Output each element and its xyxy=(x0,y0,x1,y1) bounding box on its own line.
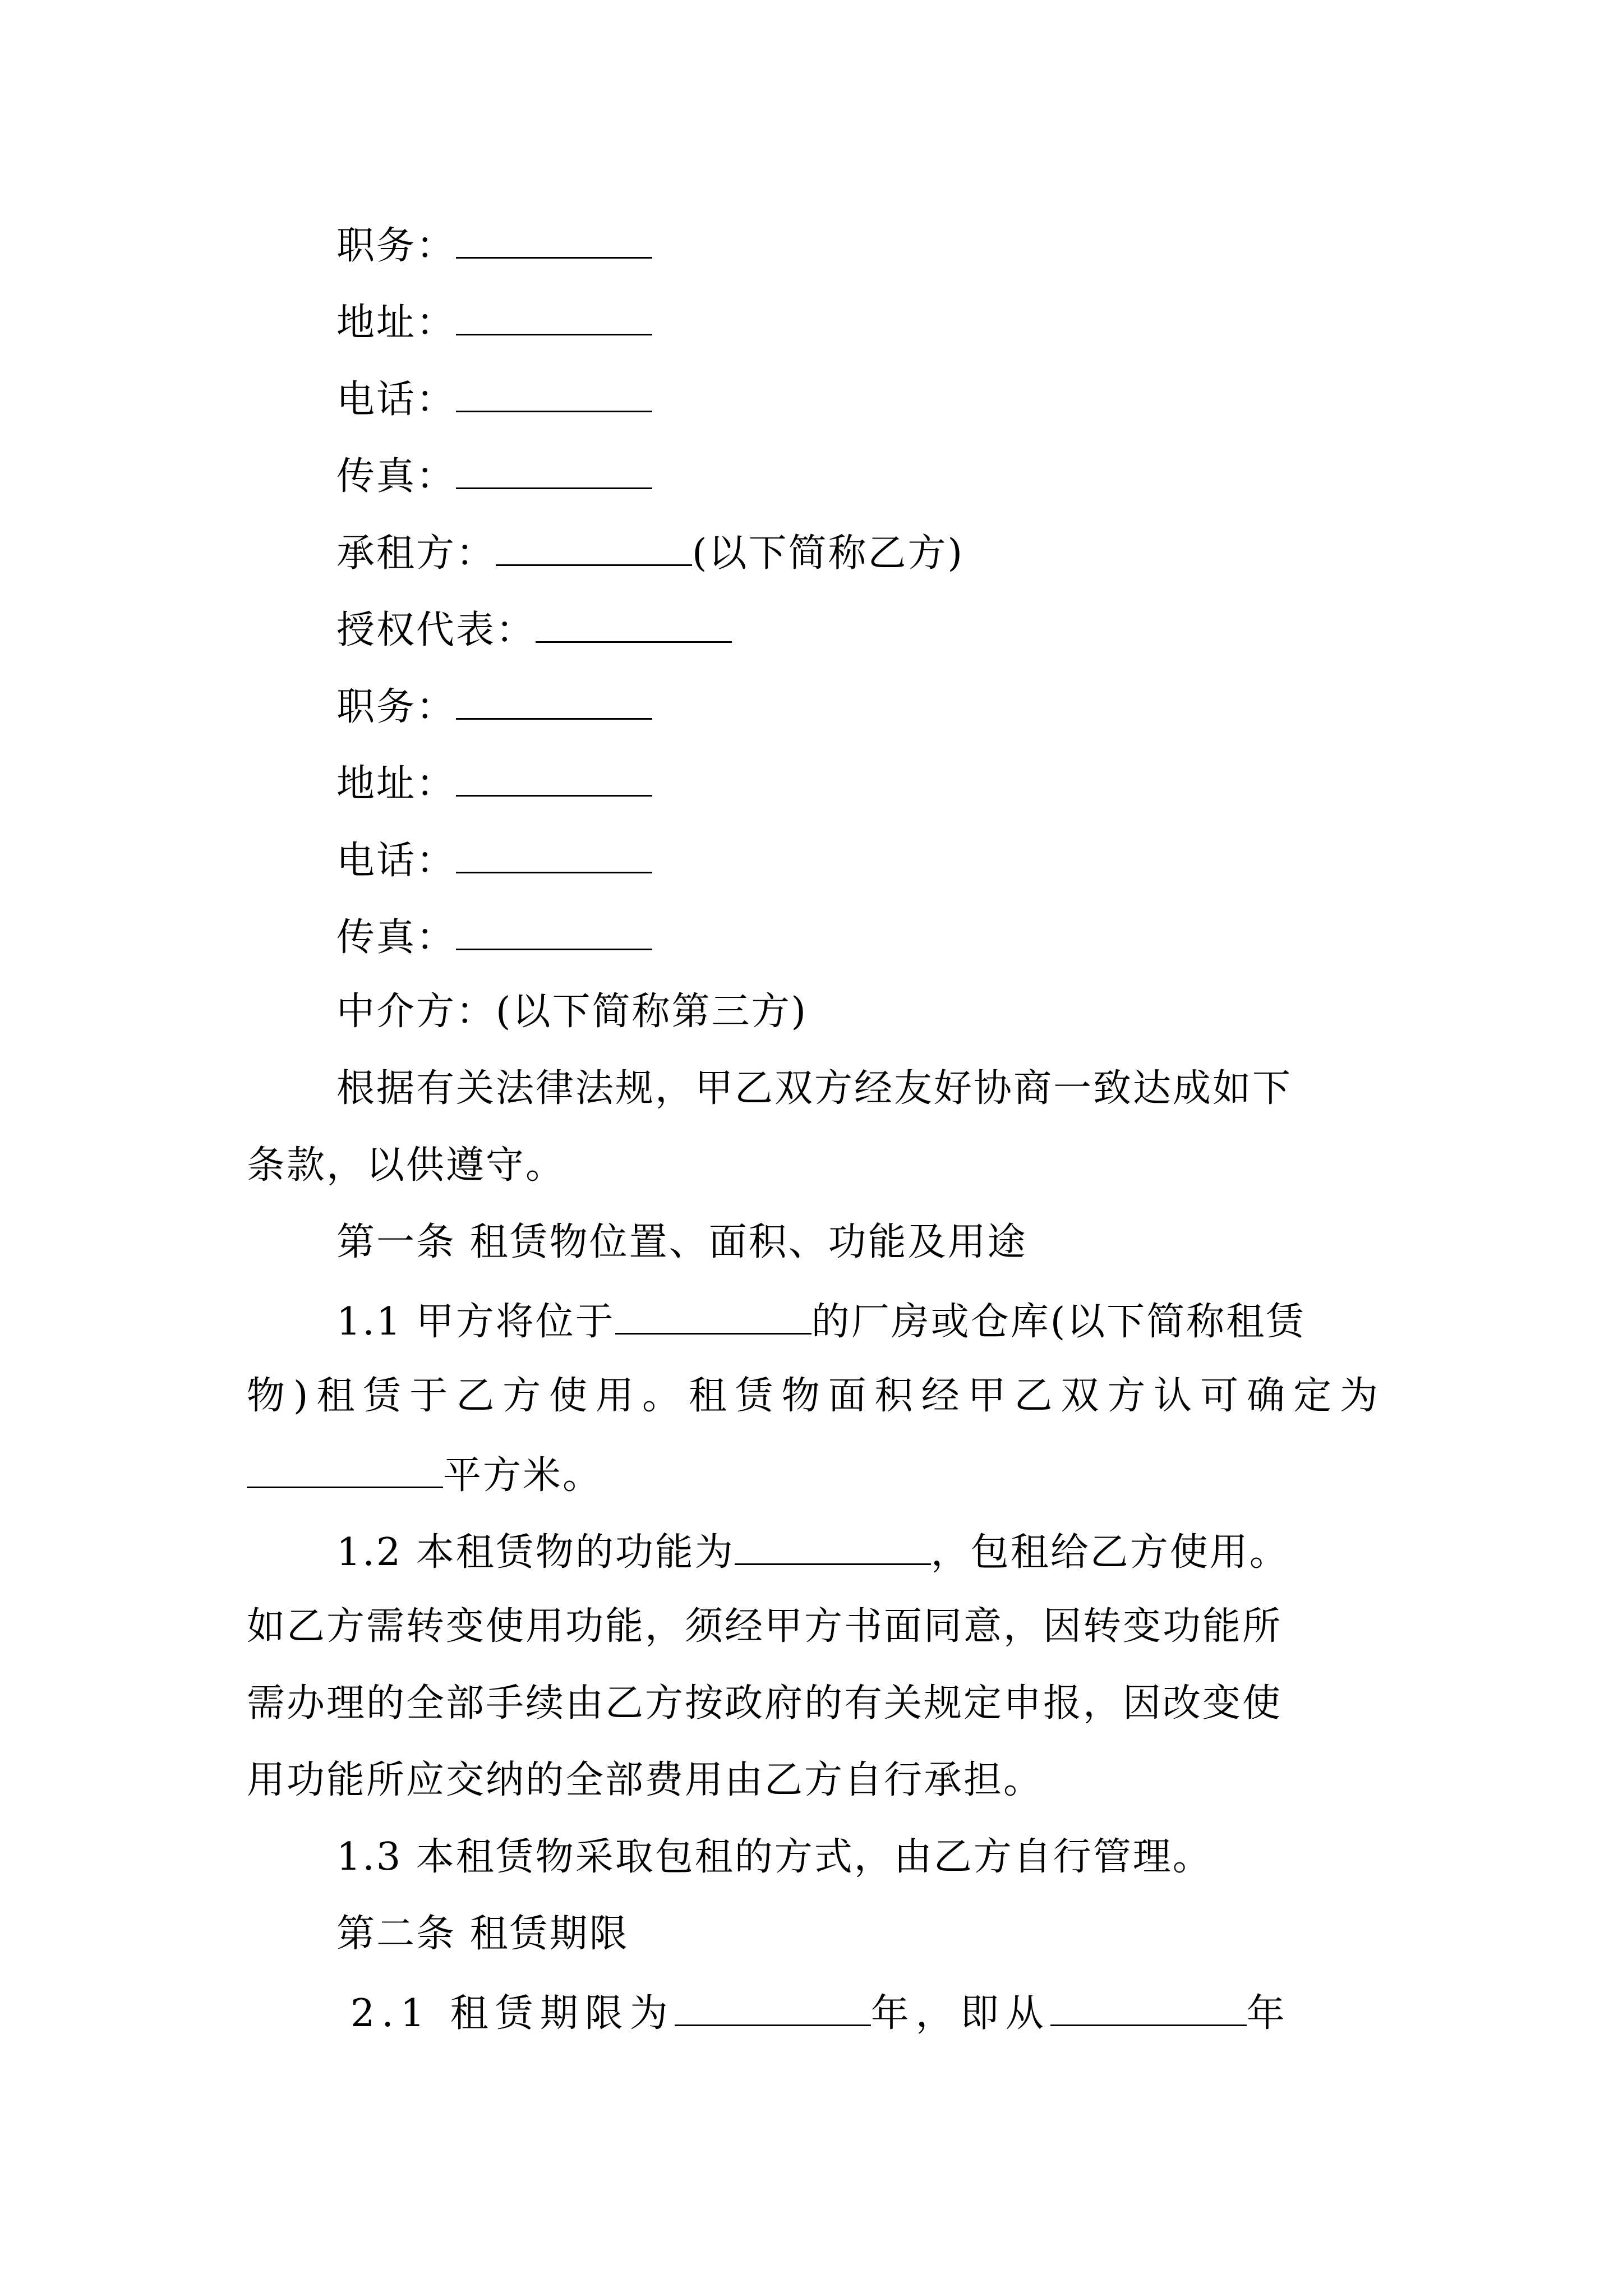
lessee-address-label: 地址： xyxy=(336,762,457,806)
lessor-phone-blank xyxy=(456,378,652,412)
lessee-fax-blank xyxy=(456,916,652,950)
clause-1-2-function-blank xyxy=(735,1531,931,1565)
lessee-position-line xyxy=(336,685,1481,729)
clause-2-1-years-blank xyxy=(675,1992,871,2026)
clause-1-1-line-2 xyxy=(247,1374,1380,1418)
agent-text: 中介方：(以下简称第三方) xyxy=(336,990,808,1034)
lessee-party-blank xyxy=(496,532,692,566)
clause-1-3-text: 1.3 本租赁物采取包租的方式，由乙方自行管理。 xyxy=(336,1835,1212,1879)
lessor-position-label: 职务： xyxy=(336,224,457,268)
intro-line-1 xyxy=(336,1066,1481,1111)
clause-1-1-start: 1.1 甲方将位于 xyxy=(336,1300,615,1344)
article1-heading-text: 第一条 租赁物位置、面积、功能及用途 xyxy=(336,1220,1027,1264)
clause-1-1-area-blank xyxy=(247,1454,443,1488)
lessee-fax-line xyxy=(336,915,1481,960)
lessor-phone-line xyxy=(336,378,1481,422)
intro-line-2 xyxy=(247,1143,1391,1188)
lessee-phone-label: 电话： xyxy=(336,839,457,883)
clause-2-1-start-year-blank xyxy=(1050,1992,1247,2026)
lessor-fax-blank xyxy=(456,455,652,489)
lessor-address-line xyxy=(336,301,1481,345)
clause-1-2-line-4 xyxy=(247,1758,1391,1802)
clause-1-3-line xyxy=(336,1835,1481,1879)
lessor-fax-line xyxy=(336,454,1481,499)
clause-1-2-end: ，包租给乙方使用。 xyxy=(930,1530,1289,1575)
lessor-phone-label: 电话： xyxy=(336,378,457,422)
clause-1-2-line-2 xyxy=(247,1604,1391,1649)
clause-2-1-end: 年 xyxy=(1246,1991,1292,2036)
lessee-party-suffix: (以下简称乙方) xyxy=(692,531,965,576)
clause-1-2-text-4: 用功能所应交纳的全部费用由乙方自行承担。 xyxy=(247,1758,1044,1802)
lessor-address-label: 地址： xyxy=(336,301,457,345)
lessee-fax-label: 传真： xyxy=(336,915,457,960)
lessee-address-blank xyxy=(456,762,652,797)
clause-1-2-text-3: 需办理的全部手续由乙方按政府的有关规定申报，因改变使 xyxy=(247,1681,1283,1726)
clause-1-2-line-1 xyxy=(336,1530,1481,1575)
lessee-position-label: 职务： xyxy=(336,685,457,729)
lessee-rep-blank xyxy=(536,609,732,643)
lessor-position-line xyxy=(336,224,1481,268)
clause-1-1-location-blank xyxy=(615,1300,811,1335)
intro-text-2: 条款，以供遵守。 xyxy=(247,1143,566,1188)
lessee-rep-label: 授权代表： xyxy=(336,608,536,652)
lessee-position-blank xyxy=(456,685,652,720)
lessor-position-blank xyxy=(456,224,652,259)
agent-line xyxy=(336,990,1481,1034)
article2-heading-text: 第二条 租赁期限 xyxy=(336,1912,629,1956)
lessee-phone-line xyxy=(336,839,1481,883)
clause-2-1-line xyxy=(351,1991,1495,2036)
lessee-party-label: 承租方： xyxy=(336,531,496,576)
clause-1-1-text-2: 物)租赁于乙方使用。租赁物面积经甲乙双方认可确定为 xyxy=(247,1374,1380,1418)
clause-1-1-line-1 xyxy=(336,1300,1481,1344)
intro-text-1: 根据有关法律法规，甲乙双方经友好协商一致达成如下 xyxy=(336,1066,1293,1111)
clause-1-1-end: 的厂房或仓库(以下简称租赁 xyxy=(811,1300,1306,1344)
lessor-fax-label: 传真： xyxy=(336,454,457,499)
clause-2-1-mid: 年，即从 xyxy=(870,1991,1050,2036)
article1-heading xyxy=(336,1220,1481,1264)
clause-2-1-start: 2.1 租赁期限为 xyxy=(351,1991,675,2036)
clause-1-1-text-3: 平方米。 xyxy=(443,1453,603,1498)
clause-1-1-line-3 xyxy=(247,1453,1391,1498)
clause-1-2-text-2: 如乙方需转变使用功能，须经甲方书面同意，因转变功能所 xyxy=(247,1604,1283,1649)
lessee-rep-line xyxy=(336,609,1481,650)
lessee-address-line xyxy=(336,762,1481,806)
article2-heading xyxy=(336,1912,1481,1956)
lessee-party-line xyxy=(336,531,1481,576)
clause-1-2-line-3 xyxy=(247,1681,1391,1726)
lessor-address-blank xyxy=(456,301,652,335)
lessee-phone-blank xyxy=(456,839,652,873)
clause-1-2-start: 1.2 本租赁物的功能为 xyxy=(336,1530,735,1575)
